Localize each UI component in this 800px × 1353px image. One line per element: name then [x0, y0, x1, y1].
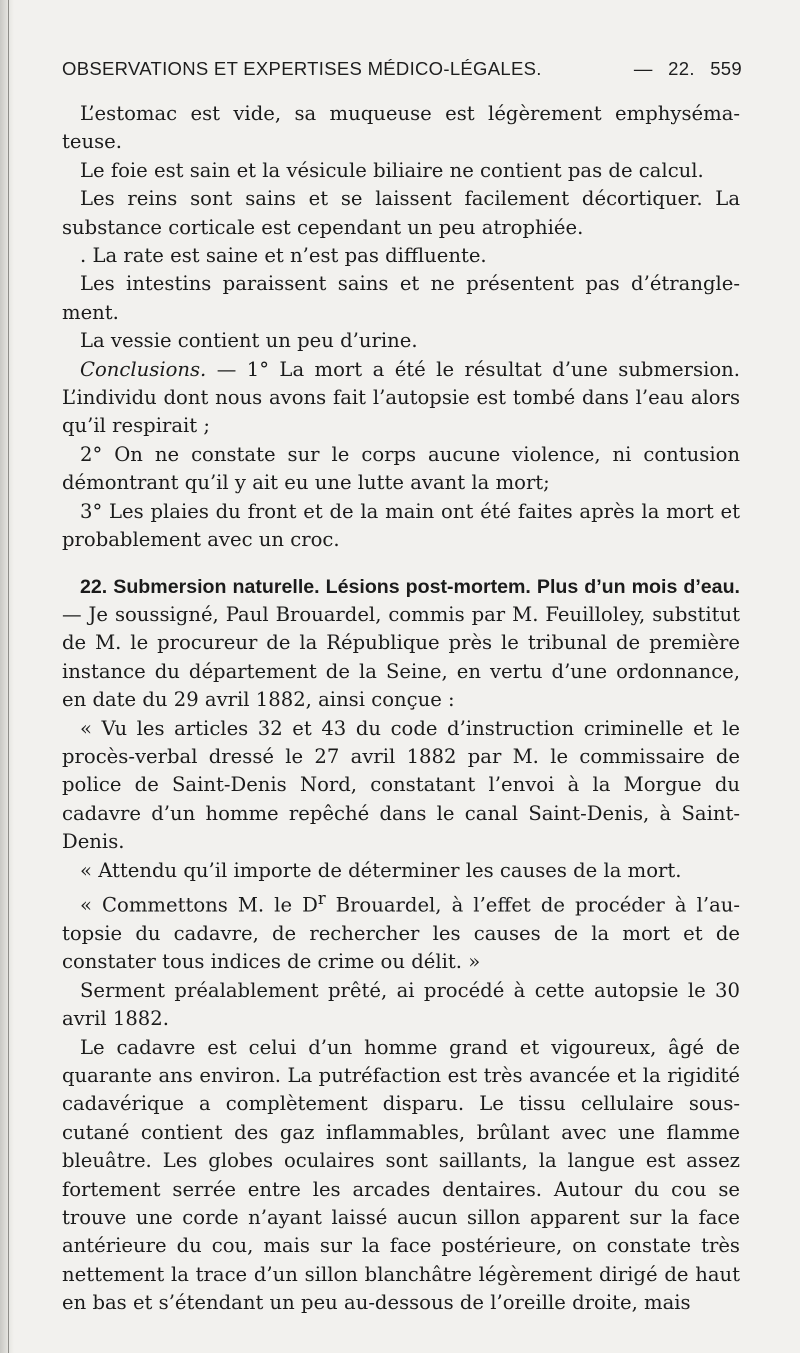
section-number: 22.	[80, 575, 108, 598]
paragraph-spleen: . La rate est saine et n’est pas diffluente.	[80, 244, 487, 268]
section-22	[62, 573, 740, 715]
page-binding-edge	[0, 0, 14, 1353]
text-body	[62, 100, 740, 1318]
paragraph-serment: Serment préalablement prêté, ai procédé à cette autopsie le 30 avril 1882.	[62, 978, 740, 1031]
page-binding-line	[8, 0, 9, 1353]
page-number: 559	[710, 58, 742, 79]
section-intro: — Je soussigné, Paul Brouardel, commis par M. Feuilloley, substitut de M. le procureur de la République près le tribunal de première instance du département de la Seine, en vertu d’une ordonnance, en date du 29 avril 1882, ainsi conçue :	[62, 602, 740, 712]
commettons-start: « Commettons M. le D	[80, 893, 318, 917]
commettons-rest: Brouardel, à l’effet de procéder à l’autopsie du cadavre, de rechercher les causes de la mort et de constater tous indices de crime ou délit. »	[62, 893, 740, 974]
paragraph-intestines: Les intestins paraissent sains et ne présentent pas d’étranglement.	[62, 272, 740, 324]
paragraph-stomach: L’estomac est vide, sa muqueuse est légèrement emphysémateuse.	[62, 102, 740, 154]
paragraph-kidneys: Les reins sont sains et se laissent facilement décortiquer. La substance corticale est cependant un peu atrophiée.	[62, 187, 740, 239]
header-title: OBSERVATIONS ET EXPERTISES MÉDICO-LÉGALES.	[62, 58, 542, 79]
running-header	[62, 58, 742, 92]
paragraph-vu-articles: « Vu les articles 32 et 43 du code d’instruction criminelle et le procès-verbal dressé le 27 avril 1882 par M. le commissaire de police de Saint-Denis Nord, constatant l’envoi à la Morgue du cadavre d’un homme repêché dans le canal Saint-Denis, à Saint-Denis.	[62, 716, 740, 854]
header-section-ref: 22.	[668, 58, 695, 79]
header-dash: —	[633, 58, 653, 79]
paragraph-conclusion-3: 3° Les plaies du front et de la main ont été faites après la mort et probablement avec un croc.	[62, 499, 740, 552]
header-right	[634, 58, 742, 80]
paragraph-cadavre: Le cadavre est celui d’un homme grand et vigoureux, âgé de quarante ans environ. La putréfaction est très avancée et la rigidité cadavérique a complètement disparu. Le tissu cellulaire sous-cutané contient des gaz inflammables, brûlant avec une flamme bleuâtre. Les globes oculaires sont saillants, la langue est assez fortement serrée entre les arcades dentaires. Autour du cou se trouve une corde n’ayant laissé aucun sillon apparent sur la face antérieure du cou, mais sur la face postérieure, on constate très nettement la trace d’un sillon blanchâtre légèrement dirigé de haut en bas et s’étendant un peu au-dessous de l’oreille droite, mais	[62, 1035, 740, 1315]
paragraph-conclusion-2: 2° On ne constate sur le corps aucune violence, ni contusion démontrant qu’il y ait eu une lutte avant la mort;	[62, 442, 740, 495]
paragraph-commettons	[62, 885, 740, 977]
doctor-superscript: r	[317, 888, 326, 908]
conclusions-text: — 1° La mort a été le résultat d’une submersion. L’individu dont nous avons fait l’autopsie est tombé dans l’eau alors qu’il respirait ;	[62, 357, 740, 438]
paragraph-liver: Le foie est sain et la vésicule biliaire ne contient pas de calcul.	[80, 158, 704, 182]
section-title: Submersion naturelle. Lésions post-mortem. Plus d’un mois d’eau.	[107, 575, 740, 598]
conclusions-label: Conclusions.	[80, 357, 207, 381]
paragraph-conclusions	[62, 356, 740, 441]
paragraph-attendu: « Attendu qu’il importe de déterminer les causes de la mort.	[80, 858, 682, 882]
paragraph-bladder: La vessie contient un peu d’urine.	[80, 329, 418, 353]
